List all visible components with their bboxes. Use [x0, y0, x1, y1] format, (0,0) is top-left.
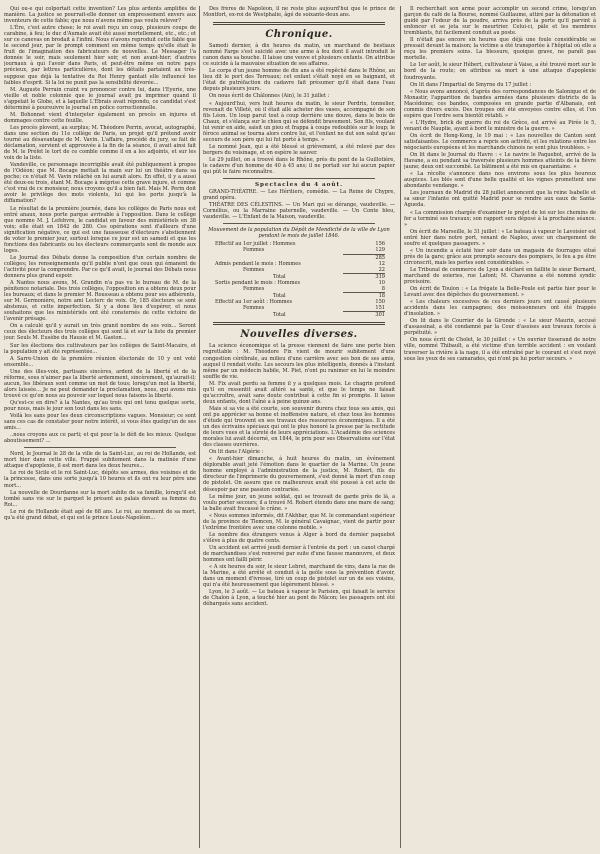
- paragraph: Le roi de Sicile et le roi Saint-Luc, dépôts ses armes, des voisines et de la princesse, dans une sorte jusqu'à 10 heures et ils ont vu leur père une mort...: [4, 470, 196, 489]
- paragraph: Un accident est arrivé jeudi dernier à l'entrée du port : un canot chargé de marchandises s'est renversé par suite d'une fausse manœuvre, et deux hommes ont failli périr.: [203, 544, 395, 564]
- row-value: 151: [375, 305, 385, 312]
- paragraph: Les procès plovent, au surplus; M. Théodore Perrin, avocat, autographé, dans une section du 11e collège de Paris, un projet qu'il prétend avoir tourné au désavantage de M. Vavin. L'affaire, procédé du jury, se fait de déclamation, survient et approuvée à la fin de la séance, il avait ainsi fait de M. le Préfet le tort de ce comble comme il en a les adjoints, et sur les voix de la liste.: [4, 124, 196, 162]
- row-label: Femmes: [243, 247, 265, 254]
- paragraph: Le nommé Jean, qui a été blessé si grièvement, a été relevé par des bergers du voisinage, et on espère le sauver.: [203, 143, 395, 156]
- paragraph: « L'Hydre, brick de guerre du roi de Grèce, est arrivé au Pirée le 5, venant de Nauplie, ayant à bord le ministre de la guerre. »: [404, 119, 596, 132]
- row-value: 129: [375, 247, 385, 254]
- paragraph: On lit dans l'Impartial de Smyrne du 17 juillet :: [410, 81, 532, 88]
- table-row: [203, 312, 395, 318]
- paragraph: Sur les élections des cultivateurs par les collèges de Saint-Macaire, et la population y ait été représentée...: [4, 342, 196, 355]
- paragraph: M. Bohonnet vient d'interjeter également un procès en injures et dommages contre cette feuille.: [4, 111, 196, 124]
- paragraph: A Nantes nous avons, M. Grandin n'a pas vu le bureau de M. de la pénitence notariale. Des trois collèges, l'opposition en a obtenu deux pour les bureaux; et dans le premier M. Rousseau a obtenu pour ses adhérents, sur M. Germonière, notre ami Leclerc de voix. Or, 185 électeurs se sont abstenus, et cette imperfection. Si y a done lieu d'espérer, et nous souhaitons que les ministériels ont été consternés de cette victoire de l'avenir présage.: [4, 280, 196, 323]
- paragraph: L'Ère, c'est autre chose; le roi avait reçu un coup, plusieurs coups de carabine, à feu; le duc d'Aumale avait été aussi mortellement, etc., etc.; et sur ce canevas on brodait à l'infini. Nous n'avons reproduit cette fable que le second jour, par le prompt comment en même temps qu'elle était le fruit de l'imagination des fabricateurs de nouvelles. Le Messager l'a donnée le soir, mais seulement hier soir, et non avant-hier; d'autres journaux à qui l'avoir dans Paris, et peut-être même en notre pays précieux, par lettres particulières, dont les détails partaient au très-suppose que déjà la tentative du Roi Henry gantait elle influencé les faibles d'esprit. Si la loi ne punit pas la sensibilité dévorée...: [4, 25, 196, 86]
- row-label: Admis pendant le mois : Hommes: [215, 260, 301, 267]
- paragraph: Le 1er août, le sieur Hébert, cultivateur à Vaise, a été trouvé mort sur le bord de la route; on attribue sa mort à une attaque d'apoplexie foudroyante.: [404, 62, 596, 81]
- paragraph: Le 29 juillet, on a trouvé dans le Rhône, près du pont de la Guillotière, le cadavre d'un homme de 40 à 45 ans; il ne portait sur lui aucun papier qui pût le faire reconnaître.: [203, 156, 395, 176]
- paragraph: Le Journal des Débats donne la composition d'un certain nombre de collèges; les renseignements qu'il publie n'ont que ceux qui émanent de l'activité pour la comprendre. Par ce qu'il avait, le journal des Débats nous donnera plus grand espoir.: [4, 254, 196, 280]
- paragraph: « Aujourd'hui, vers huit heures du matin, le sieur Perdrix, tonnelier, revenait de Villeté, où il était allé acheter des vases, accompagné de son fils Léon. Un loup parut tout à coup derrière une douve, dans le bois de Chaux, et s'élança sur le chien qui se défendit bravement. Son fils, voulant lui venir en aide, saisit un pieu et frappa à coups redoublés sur le loup; le féroce animal se tourna alors contre lui, et l'enfant ne dut son salut qu'au secours de son père qui lui fut porté à temps. »: [203, 100, 395, 143]
- row-value: 150: [375, 299, 385, 306]
- paragraph: Le nombre des étrangers venus à Alger à bord du dernier paquebot s'élève à plus de quatre cents.: [203, 531, 395, 544]
- column-divider: [400, 6, 401, 848]
- row-label: Effectif au 1er juillet : Hommes: [215, 241, 296, 248]
- paragraph: Des frères de Napoléon, il ne reste plus aujourd'hui que le prince de Montfort, ex-roi de Westphalie, âgé de soixante-deux ans.: [203, 6, 395, 19]
- row-label: Total: [273, 293, 286, 300]
- paragraph: Vandeville, ce personnage incorrigible avait été publiquement à propos de l'Odéon; que M. Bocage mettait la main sur lui un théâtre dans sa poche; ce n'était M. Vavin relâché on lui aurait alors. En effet, il y a aussi été deux-ou trois, étant M. Bocage à méprise cette grave injure, et comme c'est vrai de ce monsieur, nous croyons qu'il a bien fait. Mais M. Perin doit avoir le privilège des mots violents, lui qui les porte jusqu'à la diffamation?: [4, 162, 196, 205]
- paragraph: On écrit de Toulon : « La frégate la Belle-Poule est partie hier pour le Levant avec des dépêches du gouvernement. »: [404, 286, 596, 299]
- population-table-title: Mouvement de la population du Dépôt de Mendicité de la ville de Lyon pendant le mois de juillet 1846.: [208, 227, 390, 240]
- paragraph: « La récolte s'annonce dans nos environs sous les plus heureux auspices. Les blés sont d'une belle qualité et les vignes promettent une abondante vendange. »: [404, 171, 596, 190]
- paragraph: Le même jour, un jeune soldat, qui se trouvait de garde près de là, a voulu porter secours; il a trouvé M. Robert étendu dans une mare de sang; la balle avait fracassé le crâne. »: [203, 493, 395, 512]
- row-label: Sortis pendant le mois : Hommes: [215, 279, 301, 286]
- paragraph: Qu'est-ce en dire? à la Nantes, qu'au trois qui ont tenu quelque sorte, pour nous, mais le jour son tout dans les sans.: [4, 399, 196, 412]
- row-value: 12: [378, 260, 385, 267]
- paragraph: « Nous avons annoncé, d'après des correspondances de Salonique et de Monastir, l'apparition de bandes armées dans plusieurs districts de la Macédoine; ces bandes, composées en grande partie d'Albanais, ont commis divers excès. Des troupes ont été envoyées contre elles, et l'on espère que l'ordre sera bientôt rétabli. »: [404, 88, 596, 119]
- paragraph: Le corps d'un jeune homme de dix ans a été repêché dans le Rhône, au lieu dit le port des Terreaux; cet enfant s'était noyé en se baignant, et l'état de putréfaction du cadavre fait présumer qu'il était dans l'eau depuis plusieurs jours.: [203, 68, 395, 93]
- paragraph: Le Tribunal de commerce de Lyon a déclaré en faillite le sieur Bernard, marchand de soieries, rue Lafont; M. Chavanne a été nommé syndic provisoire.: [404, 266, 596, 286]
- table-row: [203, 267, 395, 273]
- row-label: Effectif au 1er août : Hommes: [215, 299, 293, 306]
- row-value: 8: [381, 285, 385, 292]
- spectacles-heading: Spectacles du 4 août.: [254, 182, 344, 189]
- paragraph: ..nous croyons aux ce parti; et qui pour la le défi de les mieux. Quelque aboutissement? ...: [4, 432, 196, 445]
- row-label: Total: [273, 312, 286, 319]
- paragraph: On lit dans l'Algérie :: [209, 449, 264, 456]
- column-2: [203, 6, 395, 850]
- paragraph: Nord, le Journal le 28 de la ville de la Saint-Luc, au roi de Hollande, est mort hier dans cette ville. Frappé subitement dans la matinée d'une attaque d'apoplexie, il est mort dans les deux heures...: [4, 451, 196, 470]
- paragraph: « Nous sommes informés, dit l'Akhbar, que M. le commandant supérieur de la province de Tlemcen, M. le général Cavaignac, vient de partir pour l'extrême frontière avec une colonne mobile. »: [203, 512, 395, 531]
- row-value: 156: [375, 241, 385, 248]
- paragraph: On lit dans le Courrier de la Gironde : « Le sieur Maurin, accusé d'assassinat, a été condamné par la Cour d'assises aux travaux forcés à perpétuité. »: [404, 318, 596, 337]
- row-label: Total: [273, 273, 286, 280]
- paragraph: Le roi de Hollande était agé de 68 ans. Le roi, au moment de sa mort, qu'a été grand débat, et qui est le prince Louis-Napoléon...: [4, 508, 196, 521]
- paragraph: La science économique et la presse viennent de faire une perte bien regrettable : M. Théodore Fix vient de mourir subitement d'une congestion cérébrale, au milieu d'une carrière avec ses bon de ses amis, auquel il rendait visite. Les secours les plus intelligents, donnés à l'instant même par un médecin habile, M. Piet, n'ont pu ranimer en lui le moindre souffle de vie.: [203, 343, 395, 380]
- paragraph: GRAND-THÉATRE. — Les Héritiers, comédie. — La Reine de Chypre, grand opéra.: [203, 189, 395, 202]
- paragraph: A Sarre-Union de la première réunion électorale de 10 y ont voté ensemble...: [4, 355, 196, 368]
- row-value: 18: [378, 293, 385, 300]
- row-value: 10: [378, 279, 385, 286]
- paragraph: M. Auguste Perrain craint vu prononcer contre lui, dans l'Eyerie, une vieille et noble colonnie que le journal avait pu imprimer quand il s'appelait le Globe, et à laquelle L'Ebrais avait répondu, ce candidat s'est déterminé à poursuivre le journal en police correctionnelle.: [4, 86, 196, 111]
- paragraph: On nous écrit de Châlonnes (Ain), le 31 juillet :: [209, 93, 330, 100]
- paragraph: Les journaux de Madrid du 28 juillet annoncent que la reine Isabelle et sa sœur l'infante ont quitté Madrid pour se rendre aux eaux de Santa-Agueda.: [404, 190, 596, 209]
- divider: [223, 223, 375, 224]
- population-table: [203, 241, 395, 318]
- paragraph: THÉATRE DES CÉLESTINS. — Un Mari qui se dérange, vaudeville. — Cornélius, ou la Marraine paternelle, vaudeville. — Un Conte bleu, vaudeville. — L'Enfant de la Maison, vaudeville.: [203, 202, 395, 221]
- paragraph: Qui ou-e qui colportait cette invention? Les plus ardents amplifiès de manière. La justice se pourrait-elle donner un empressement envers aux inventeurs de cette fable; que nous n'avons même pas voulu relever?: [4, 6, 196, 25]
- row-value: 22: [378, 266, 385, 273]
- row-value: 319: [375, 273, 385, 280]
- row-label: Femmes: [243, 266, 265, 273]
- paragraph: « Les chaleurs excessives de ces derniers jours ont causé plusieurs accidents dans les campagnes; des moissonneurs ont été frappés d'insolation. »: [404, 299, 596, 318]
- paragraph: La nouvelle de Dourdanne sur la mort subite de sa famille, lorsqu'il est tombé sans vie sur le parquet le présent au palais devant sa femme du Roi...: [4, 489, 196, 508]
- section-rule: [213, 322, 385, 325]
- divider: [24, 447, 176, 448]
- section-title-nouvelles: Nouvelles diverses.: [240, 329, 358, 341]
- table-row: [203, 305, 395, 311]
- paragraph: « A six heures du soir, le sieur Lebret, marchand de vins, dans la rue de la Marine, a été arrêté et conduit à la geôle sous la prévention d'avoir, dans un moment d'ivresse, tiré un coup de pistolet sur un de ses voisins, qui n'a été heureusement que légèrement blessé. »: [203, 564, 395, 589]
- paragraph: M. Fix avait perdu sa femme il y a quelques mois. Le chagrin profond qu'il en ressentit avait altéré sa santé, et que le temps ne faisait qu'accroître, avait sans doute contribué à cette fin si prompte. Il laisse deux enfants, dont l'aîné a à peine quinze ans.: [203, 380, 395, 405]
- paragraph: On nous écrit de Cholet, le 30 juillet : « Un ouvrier tisserand de notre ville, nommé Thibault, a été victime d'un terrible accident : en voulant traverser la rivière à la nage, il a été entraîné par le courant et s'est noyé sous les yeux de ses camarades, qui n'ont pu lui porter secours. »: [404, 337, 596, 362]
- column-1: [4, 6, 196, 850]
- table-row: [203, 247, 395, 253]
- paragraph: Mais si sa vie a été courte, son souvenir durera chez tous ses amis, qui ont pu apprécier sa bonne et inoffensive nature, et chez tous les hommes d'étude qui trouvent en ses travaux des ressources économiques. Il a été un des écrivains spéciaux qui ont le plus honoré la presse par la rectitude de leurs vues et la sûreté de leurs appréciations. L'Académie des sciences morales lui avait décerné, en 1844, le prix pour ses Observations sur l'état des classes ouvrières.: [203, 405, 395, 449]
- paragraph: Il recherchait son arme pour accomplir un second crime, lorsqu'un garçon du café de la Bourse, nommé Guillaume, attiré par la détonation et guidé par l'odeur de la poudre, arriva près de la porte qu'il parvint à enfoncer et se jeta sur le meurtrier. Celui-ci, pâle et les membres tremblants, fut facilement conduit au poste.: [404, 6, 596, 37]
- paragraph: « Un incendie a éclaté hier soir dans un magasin de fourrages situé près de la gare; grâce aux prompts secours des pompiers, le feu a pu être circonscrit, mais les pertes sont considérables. »: [404, 247, 596, 266]
- table-row: [203, 286, 395, 292]
- paragraph: Voilà les sans pour les deux circonscriptions vagues. Monsieur; ce sont sans ces cas de constater pour notre intérêt, si vous êtes quelqu'un de ses amis...: [4, 413, 196, 432]
- column-3: [404, 6, 596, 850]
- paragraph: « La commission chargée d'examiner le projet de loi sur les chemins de fer a terminé ses travaux; son rapport sera déposé à la prochaine séance. »: [404, 209, 596, 228]
- row-value: 285: [375, 254, 385, 261]
- row-value: 301: [375, 312, 385, 319]
- paragraph: Il n'était pas encore six heures que déjà une foule considérable se pressait devant la maison; la victime a été transportée à l'hôpital où elle a reçu les premiers soins. La blessure, quoique grave, ne paraît pas mortelle.: [404, 37, 596, 62]
- column-divider: [199, 6, 200, 848]
- paragraph: « Avant-hier dimanche, à huit heures du matin, un événement déplorable avait jeté l'émotion dans le quartier de la Marine. Un jeune homme employé à l'administration de la justice, M. Robert, fils du directeur de l'imprimerie du gouvernement, s'est donné la mort d'un coup de pistolet. On assure que ce malheureux avait été poussé à cet acte de désespoir par une passion contrariée.: [203, 456, 395, 493]
- row-label: Femmes: [243, 305, 265, 312]
- paragraph: On lit dans le Journal du Havre : « Le navire le Paquebot, arrivé de la Havane, a eu pendant sa traversée plusieurs hommes atteints de la fièvre jaune; deux ont succombé. Le bâtiment a été mis en quarantaine. »: [404, 152, 596, 171]
- paragraph: On écrit de Marseille, le 31 juillet : « Le bateau à vapeur le Lavoisier est entré hier dans notre port, venant de Naples, avec un chargement de soufre et quelques passagers. »: [404, 228, 596, 247]
- paragraph: Une des illes-voix, partisans sincères, ardent de la liberté et de la réforme, sous n'aimer pas la liberté ardemment, sincèrement, qu'aurait-il; aucun, les libéraux sont comme un mot de tous; lorsqu'un mot la liberté, alors laissée... Je ne peut demander la proclamation, nous, qui avons mis trouvé ce qu'on nous au pouvoir sur lequel nous faisons la liberté.: [4, 368, 196, 399]
- section-title-chronique: Chronique.: [265, 29, 333, 41]
- divider: [223, 178, 375, 179]
- paragraph: Lyon, le 3 août. — Le bateau à vapeur le Parisien, qui faisait le service de Chalon à Lyon, a touché hier au pont de Mâcon; les passagers ont été débarqués sans accident.: [203, 589, 395, 608]
- paragraph: On écrit de Hong-Kong, le 19 mai : « Les nouvelles de Canton sont satisfaisantes. Le commerce a repris son activité, et les relations entre les négociants européens et les marchands chinois ne sont plus troublées. »: [404, 132, 596, 152]
- paragraph: Samedi dernier, à dix heures du matin, un marchand de bestiaux nommé Farge s'est suicidé avec une arme à feu dont il avait introduit le canon dans sa bouche. Il laisse une veuve et plusieurs enfants. On attribue ce suicide à la mauvaise situation de ses affaires.: [203, 43, 395, 68]
- row-label: Femmes: [243, 285, 265, 292]
- section-rule: [213, 22, 385, 25]
- paragraph: Le résultat de la première journée, dans les collèges de Paris nous est entré anaux, nous porte parque avrivable à l'opposition. Dans le collège que nomme M. J. Lefebvre, le candidat en faveur des ministériels en 38 voix; elle était en 1842 de 280. Ces opérations sont d'ailleurs d'une signification négative, ce qui est une fausseuse d'électeurs s'abstiennent de voter le premier jour, surtout lorsque ce jour est un samedi et que les fonctions des fabricants ou les électeurs commerçants sont de monde aux loges.: [4, 205, 196, 254]
- paragraph: On a calculé qu'il y aurait un très grand nombre de ses voix... Seront ceux des électeurs des trois collèges qui sont là et sur la liste du premier jour. Seuls M. Eusèbe du Hausie et M. Gaston...: [4, 323, 196, 342]
